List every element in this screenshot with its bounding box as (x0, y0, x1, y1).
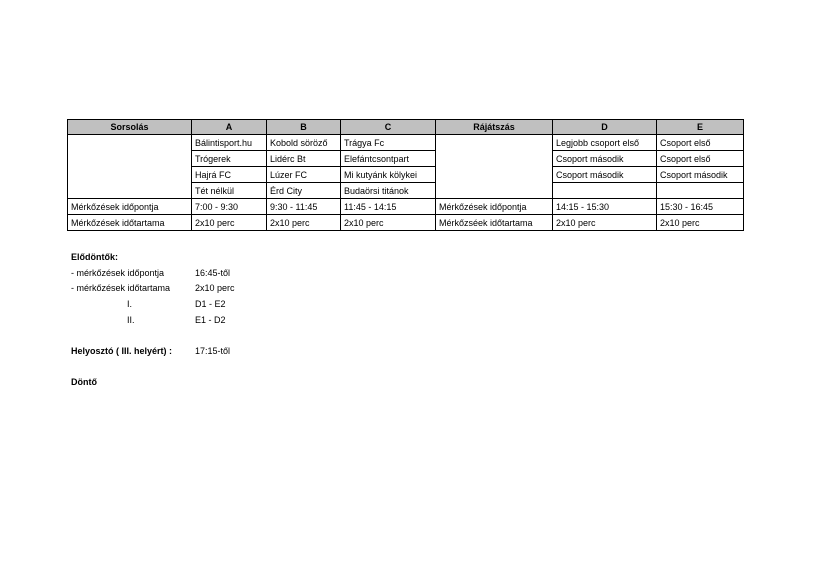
schedule-table (67, 119, 744, 231)
team-cell: Lúzer FC (267, 167, 341, 183)
time-label: Mérkőzések időpontja (68, 199, 192, 215)
team-cell: Csoport második (657, 167, 744, 183)
header-c: C (341, 120, 436, 135)
time-cell: 9:30 - 11:45 (267, 199, 341, 215)
team-cell: Elefántcsontpart (341, 151, 436, 167)
header-b: B (267, 120, 341, 135)
header-d: D (553, 120, 657, 135)
semifinals-duration-label: - mérkőzések időtartama (71, 283, 171, 293)
duration-cell: 2x10 perc (657, 215, 744, 231)
duration-label-2: Mérkőzséek időtartama (436, 215, 553, 231)
third-place-time: 17:15-től (195, 346, 231, 356)
header-row (68, 120, 744, 135)
team-cell: Hajrá FC (192, 167, 267, 183)
semifinals-duration-value: 2x10 perc (195, 283, 235, 293)
semifinals-time-label: - mérkőzések időpontja (71, 268, 165, 278)
duration-cell: 2x10 perc (341, 215, 436, 231)
time-cell: 11:45 - 14:15 (341, 199, 436, 215)
blank-cell-left (68, 135, 192, 199)
header-a: A (192, 120, 267, 135)
team-cell: Budaörsi titánok (341, 183, 436, 199)
header-e: E (657, 120, 744, 135)
semifinal-2-pairing: E1 - D2 (195, 315, 226, 325)
team-cell: Érd City (267, 183, 341, 199)
semifinals-time-value: 16:45-től (195, 268, 231, 278)
semifinal-1-pairing: D1 - E2 (195, 299, 226, 309)
team-cell: Csoport második (553, 167, 657, 183)
final-label: Döntő (71, 377, 97, 387)
semifinal-1-label: I. (127, 299, 133, 309)
time-label-2: Mérkőzések időpontja (436, 199, 553, 215)
team-cell: Csoport első (657, 151, 744, 167)
third-place-label: Helyosztó ( III. helyért) : (71, 346, 173, 356)
time-row (68, 199, 744, 215)
duration-cell: 2x10 perc (267, 215, 341, 231)
team-cell: Lidérc Bt (267, 151, 341, 167)
team-cell (657, 183, 744, 199)
team-cell: Trágya Fc (341, 135, 436, 151)
header-rajatszas: Rájátszás (436, 120, 553, 135)
time-cell: 15:30 - 16:45 (657, 199, 744, 215)
team-cell: Trógerek (192, 151, 267, 167)
team-cell: Csoport második (553, 151, 657, 167)
duration-cell: 2x10 perc (553, 215, 657, 231)
time-cell: 14:15 - 15:30 (553, 199, 657, 215)
team-cell: Tét nélkül (192, 183, 267, 199)
duration-label: Mérkőzések időtartama (68, 215, 192, 231)
duration-cell: 2x10 perc (192, 215, 267, 231)
team-cell: Mi kutyánk kölykei (341, 167, 436, 183)
team-cell: Bálintisport.hu (192, 135, 267, 151)
blank-cell-middle (436, 135, 553, 199)
team-cell: Legjobb csoport első (553, 135, 657, 151)
time-cell: 7:00 - 9:30 (192, 199, 267, 215)
team-row (68, 135, 744, 151)
semifinal-2-label: II. (127, 315, 135, 325)
team-cell: Kobold söröző (267, 135, 341, 151)
semifinals-title: Elődöntők: (71, 252, 118, 262)
header-sorsolas: Sorsolás (68, 120, 192, 135)
team-cell (553, 183, 657, 199)
team-cell: Csoport első (657, 135, 744, 151)
duration-row (68, 215, 744, 231)
